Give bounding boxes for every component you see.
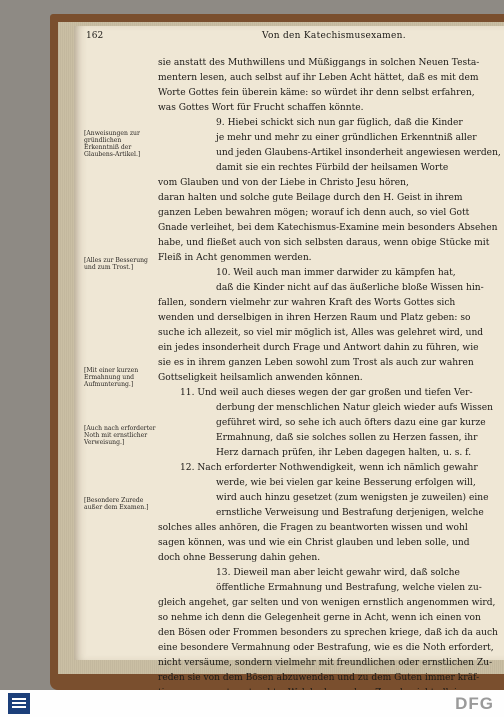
text-line: ernstliche Verweisung und Bestrafung derjenigen, welche: [216, 508, 484, 518]
text-line: habe, und fließet auch von sich selbsten daraus, wenn obige Stücke mit: [158, 238, 490, 248]
text-line: suche ich allezeit, so viel mir möglich ist, Alles was gelehret wird, und: [158, 328, 484, 338]
text-line: nicht versäume, sondern vielmehr mit freundlichen oder ernstlichen Zu-: [158, 658, 493, 668]
text-line: eine besondere Vermahnung oder Bestrafung, wie es die Noth erfordert,: [158, 643, 494, 653]
text-line: vom Glauben und von der Liebe in Christo Jesu hören,: [158, 178, 409, 188]
text-line: und jeden Glaubens-Artikel insonderheit angewiesen werden,: [216, 148, 501, 158]
text-line: mentern lesen, auch selbst auf ihr Leben Acht hättet, daß es mit dem: [158, 73, 479, 83]
text-line: Fleiß in Acht genommen werden.: [158, 253, 312, 263]
text-line: Worte Gottes fein überein käme: so würdet ihr denn selbst erfahren,: [158, 88, 475, 98]
text-line: Gottseligkeit heilsamlich anwenden können.: [158, 373, 363, 383]
text-line: Gnade verleihet, bei dem Katechismus-Examine mein besonders Absehen: [158, 223, 498, 233]
text-line: solches alles anhören, die Fragen zu beantworten wissen und wohl: [158, 523, 468, 533]
text-line: derbung der menschlichen Natur gleich wieder aufs Wissen: [216, 403, 493, 413]
text-line: wenden und derselbigen in ihren Herzen Raum und Platz geben: so: [158, 313, 471, 323]
text-line: so nehme ich denn die Gelegenheit gerne in Acht, wenn ich einen von: [158, 613, 481, 623]
text-line: Ermahnung, daß sie solches sollen zu Herzen fassen, ihr: [216, 433, 478, 443]
text-line: fallen, sondern vielmehr zur wahren Kraft des Worts Gottes sich: [158, 298, 456, 308]
margin-note: [Anweisungen zur gründlichen Erkenntniß der Glaubens-Artikel.]: [84, 130, 141, 158]
library-logo-icon: [8, 693, 30, 714]
text-line: daran halten und solche gute Beilage durch den H. Geist in ihrem: [158, 193, 463, 203]
page-header: [86, 31, 504, 47]
text-line: geführet wird, so sehe ich auch öfters dazu eine gar kurze: [216, 418, 486, 428]
margin-note: [Besondere Zurede außer dem Examen.]: [84, 497, 149, 511]
text-line: 13. Dieweil man aber leicht gewahr wird, daß solche: [216, 568, 460, 578]
text-line: reden sie von dem Bösen abzuwenden und zu dem Guten immer kräf-: [158, 673, 480, 683]
page-number: 162: [86, 31, 104, 41]
text-line: sie anstatt des Muthwillens und Müßiggangs in solchen Neuen Testa-: [158, 58, 480, 68]
text-line: werde, wie bei vielen gar keine Besserung erfolgen will,: [216, 478, 476, 488]
text-line: 9. Hiebei schickt sich nun gar füglich, daß die Kinder: [216, 118, 463, 128]
text-line: ganzen Leben bewahren mögen; worauf ich denn auch, so viel Gott: [158, 208, 470, 218]
text-line: je mehr und mehr zu einer gründlichen Erkenntniß aller: [216, 133, 477, 143]
text-line: ein jedes insonderheit durch Frage und Antwort dahin zu führen, wie: [158, 343, 479, 353]
text-line: 10. Weil auch man immer darwider zu kämpfen hat,: [216, 268, 456, 278]
text-line: 12. Nach erforderter Nothwendigkeit, wenn ich nämlich gewahr: [180, 463, 478, 473]
page-body: [158, 56, 501, 701]
text-line: gleich angehet, gar selten und von wenigen ernstlich angenommen wird,: [158, 598, 496, 608]
text-line: daß die Kinder nicht auf das äußerliche bloße Wissen hin-: [216, 283, 484, 293]
text-line: den Bösen oder Frommen besonders zu sprechen kriege, daß ich da auch: [158, 628, 498, 638]
text-line: wird auch hinzu gesetzet (zum wenigsten je zuweilen) eine: [216, 493, 489, 503]
text-line: Herz darnach prüfen, ihr Leben dagegen halten, u. s. f.: [216, 448, 472, 458]
margin-note: [Alles zur Besserung und zum Trost.]: [84, 257, 148, 271]
text-line: sie es in ihrem ganzen Leben sowohl zum Trost als auch zur wahren: [158, 358, 474, 368]
text-line: 11. Und weil auch dieses wegen der gar großen und tiefen Ver-: [180, 388, 473, 398]
dfg-logo: DFG: [455, 694, 494, 713]
margin-note: [Auch nach erforderter Noth mit ernstlicher Verweisung.]: [84, 425, 156, 446]
text-line: damit sie ein rechtes Fürbild der heilsamen Worte: [216, 163, 449, 173]
text-line: doch ohne Besserung dahin gehen.: [158, 553, 321, 563]
text-line: öffentliche Ermahnung und Bestrafung, welche vielen zu-: [216, 583, 482, 593]
running-title: Von den Katechismusexamen.: [262, 31, 406, 41]
text-line: was Gottes Wort für Frucht schaffen könnte.: [158, 103, 364, 113]
viewer-footer: [0, 690, 504, 717]
margin-note: [Mit einer kurzen Ermahnung und Aufmunterung.]: [84, 367, 139, 388]
text-line: sagen können, was und wie ein Christ glauben und leben solle, und: [158, 538, 470, 548]
